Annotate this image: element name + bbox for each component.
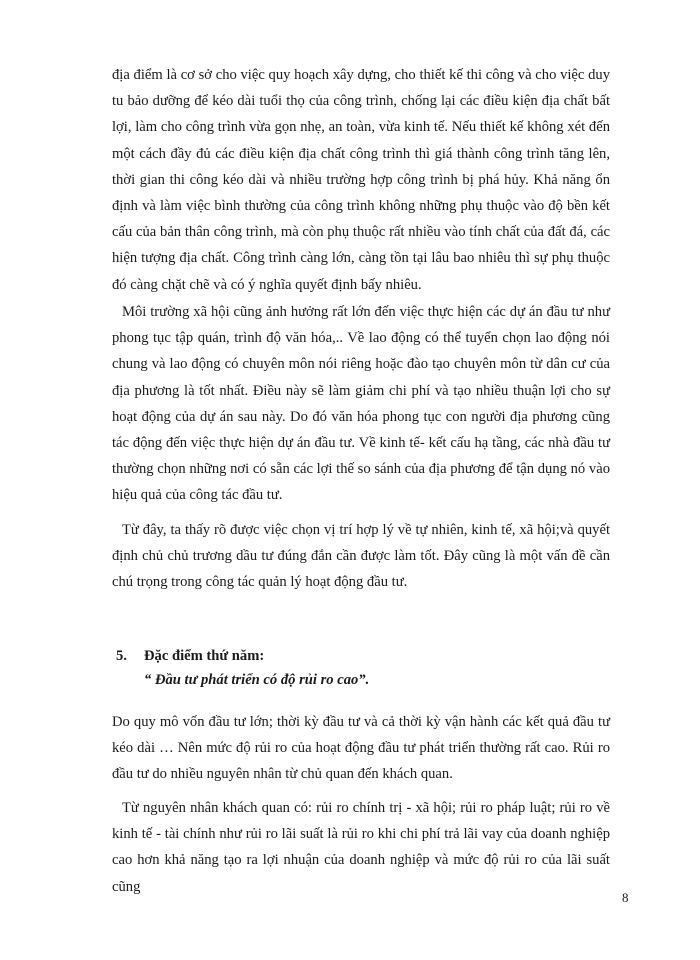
paragraph-5: Từ nguyên nhân khách quan có: rủi ro chính trị - xã hội; rủi ro pháp luật; rủi ro về kinh tế - tài chính như rủi ro lãi suất là rủi ro khi chi phí trả lãi vay của doanh nghiệp cao hơn khả năng tạo ra lợi nhuận của doanh nghiệp và mức độ rủi ro của lãi suất cũng bbox=[112, 800, 610, 895]
paragraph-2: Môi trường xã hội cũng ảnh hưởng rất lớn đến việc thực hiện các dự án đầu tư như phong tục tập quán, trình độ văn hóa,.. Về lao động có thể tuyển chọn lao động nói chung và lao động có chuyên môn nói riêng hoặc đào tạo chuyên môn từ dân cư của địa phương là tốt nhất. Điều này sẽ làm giảm chi phí và tạo nhiều thuận lợi cho sự hoạt động của dự án sau này. Do đó văn hóa phong tục con người địa phương cũng tác động đến việc thực hiện dự án đầu tư. Về kinh tế- kết cấu hạ tầng, các nhà đầu tư thường chọn những nơi có sẵn các lợi thế so sánh của địa phương để tận dụng nó vào hiệu quả của công tác đầu tư. bbox=[112, 304, 610, 504]
section-heading bbox=[116, 648, 264, 665]
paragraph-1: địa điểm là cơ sở cho việc quy hoạch xây dựng, cho thiết kế thi công và cho việc duy tu bảo dưỡng để kéo dài tuổi thọ của công trình, chống lại các điều kiện địa chất bất lợi, làm cho công trình vừa gọn nhẹ, an toàn, vừa kinh tế. Nếu thiết kế không xét đến một cách đầy đủ các điều kiện địa chất công trình thì giá thành công trình tăng lên, thời gian thi công kéo dài và nhiều trường hợp công trình bị phá hủy. Khả năng ổn định và làm việc bình thường của công trình không những phụ thuộc vào độ bền kết cấu của bản thân công trình, mà còn phụ thuộc rất nhiều vào tính chất của đất đá, các hiện tượng địa chất. Công trình càng lớn, càng tồn tại lâu bao nhiêu thì sự phụ thuộc đó càng chặt chẽ và có ý nghĩa quyết định bấy nhiêu. bbox=[112, 67, 610, 293]
paragraph-3: Từ đây, ta thấy rõ được việc chọn vị trí hợp lý về tự nhiên, kinh tế, xã hội;và quyết định chủ chủ trương dầu tư đúng đắn cần được làm tốt. Đây cũng là một vấn đề cần chú trọng trong công tác quản lý hoạt động đầu tư. bbox=[112, 522, 610, 591]
paragraph-4: Do quy mô vốn đầu tư lớn; thời kỳ đầu tư và cả thời kỳ vận hành các kết quả đầu tư kéo dài … Nên mức độ rủi ro của hoạt động đầu tư phát triển thường rất cao. Rủi ro đầu tư do nhiều nguyên nhân từ chủ quan đến khách quan. bbox=[112, 714, 610, 783]
page-number: 8 bbox=[622, 890, 629, 905]
section-subtitle: “ Đầu tư phát triển có độ rủi ro cao”. bbox=[144, 672, 370, 688]
section-number: 5. bbox=[116, 648, 127, 664]
section-title: Đặc điểm thứ năm: bbox=[144, 648, 265, 664]
